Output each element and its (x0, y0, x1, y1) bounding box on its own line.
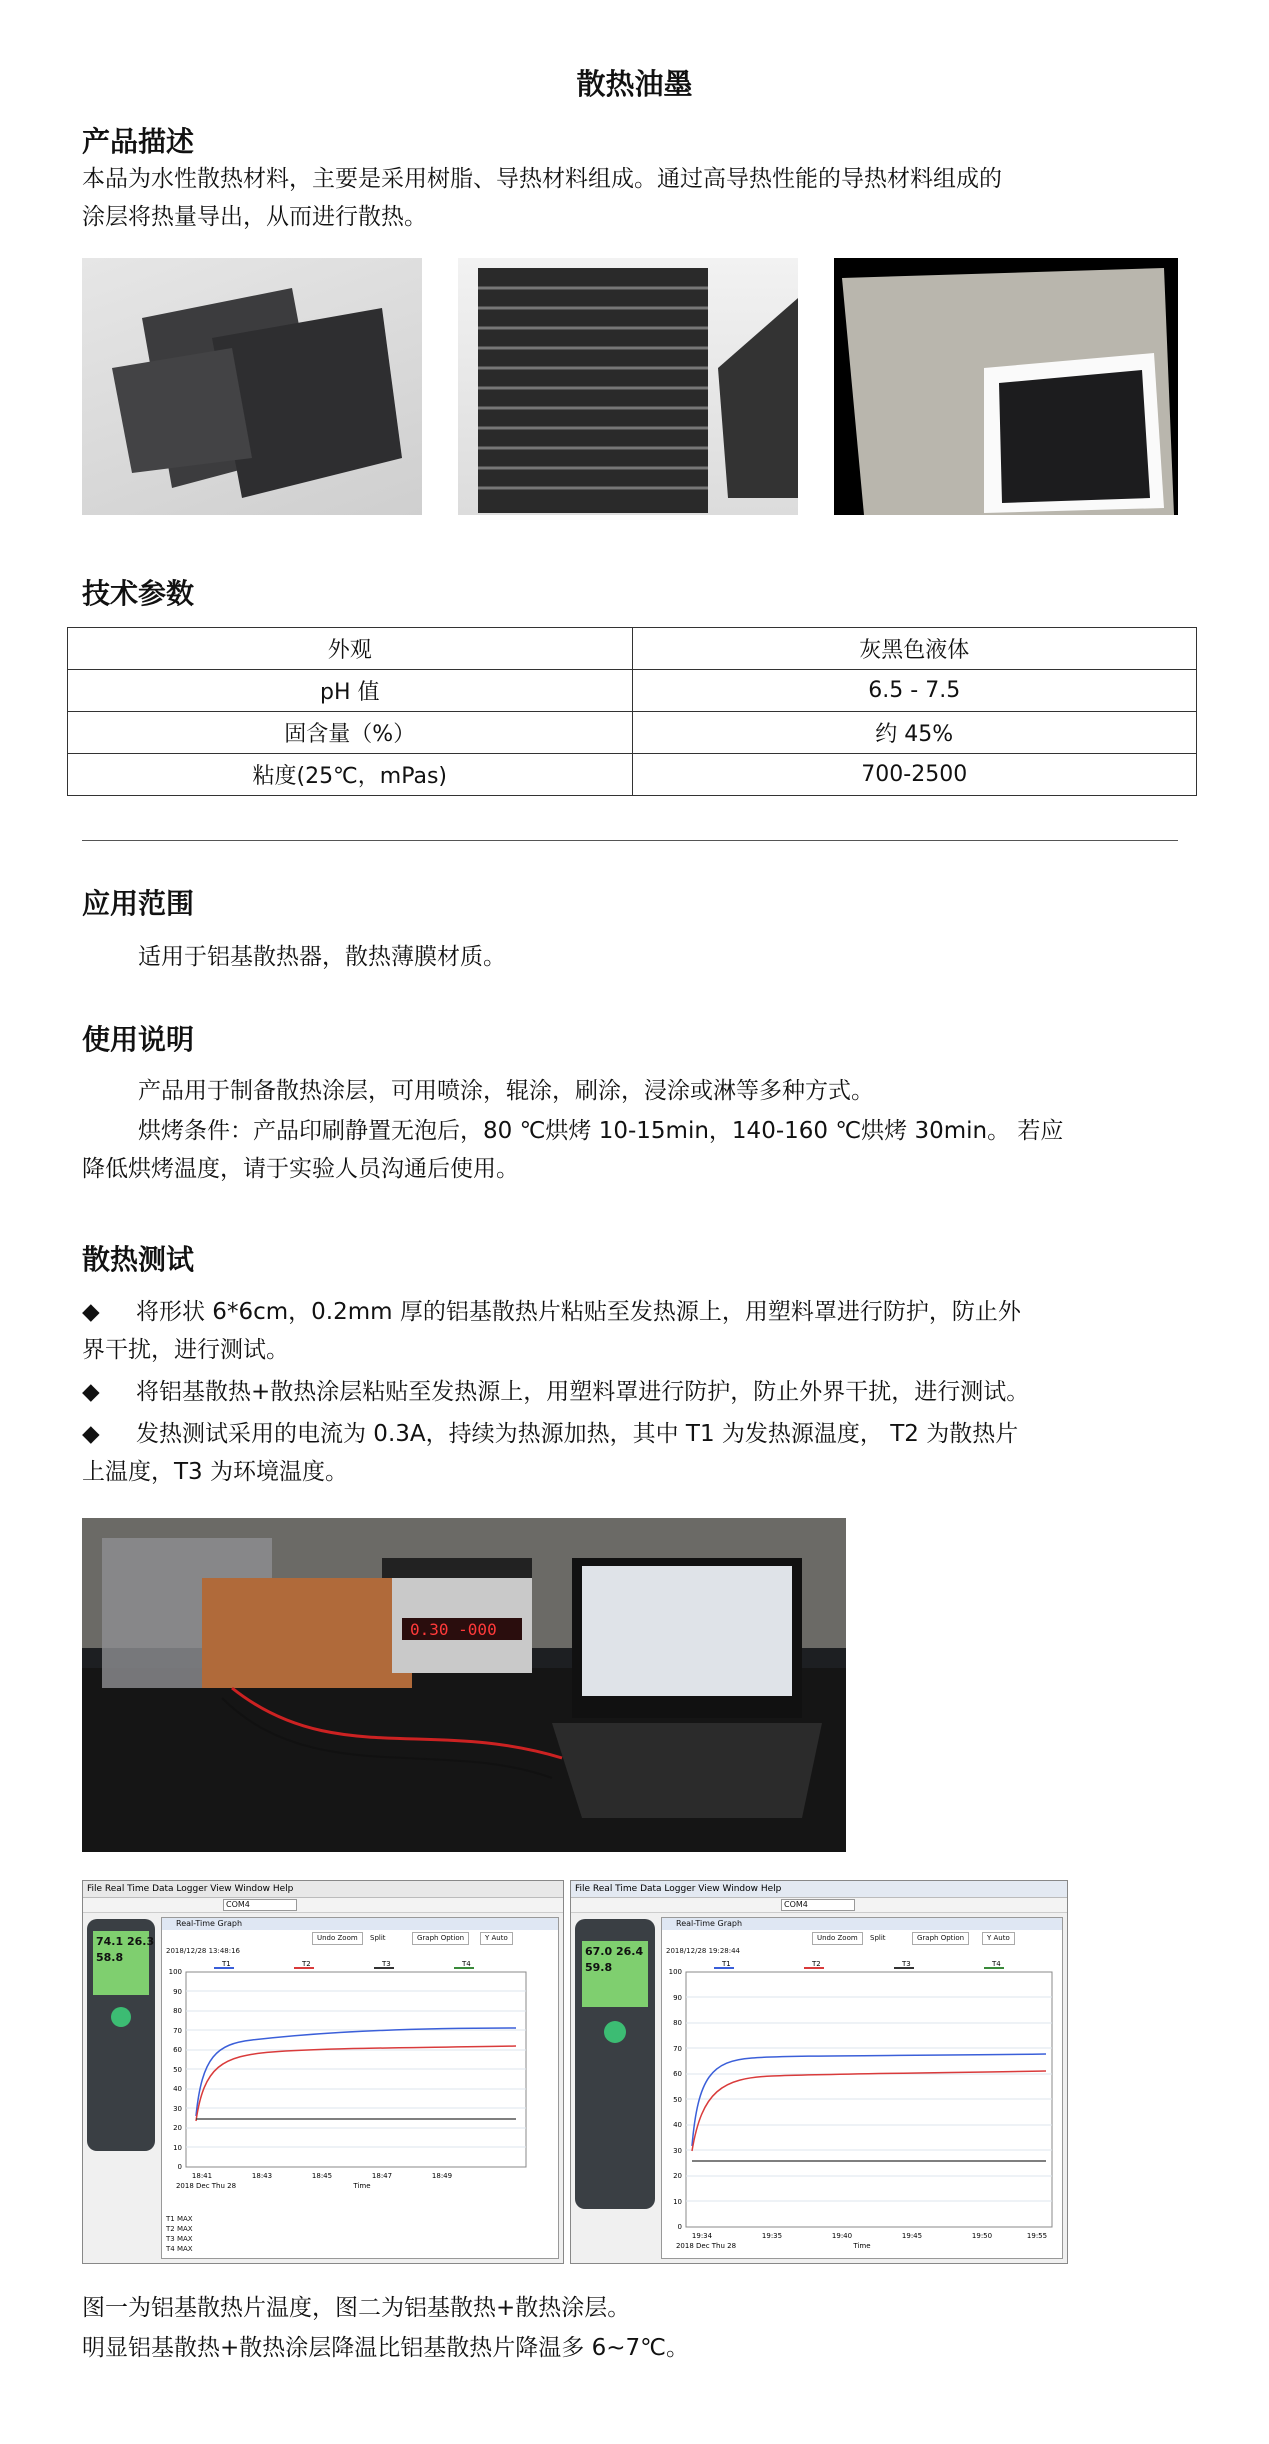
param-name: 固含量（%） (68, 712, 633, 754)
lcd-t2: 26.3 (126, 1935, 155, 1948)
lcd-t2: 26.4 (615, 1945, 644, 1958)
y-tick: 100 (168, 1968, 182, 1976)
y-auto-button[interactable]: Y Auto (480, 1932, 513, 1945)
y-tick: 20 (673, 2172, 682, 2180)
undo-zoom-button[interactable]: Undo Zoom (312, 1932, 363, 1945)
bullet-icon: ◆ (82, 1379, 100, 1405)
param-value: 灰黑色液体 (632, 628, 1197, 670)
temperature-graph (162, 1956, 558, 2206)
y-tick: 80 (673, 2019, 682, 2027)
test-bullet-3 (82, 1415, 1192, 1491)
y-tick: 50 (173, 2066, 182, 2074)
split-checkbox[interactable]: Split (370, 1934, 386, 1942)
table-row (68, 670, 1197, 712)
lcd-t3: 59.8 (585, 1961, 613, 1974)
graph-toolbar (162, 1930, 558, 1946)
heading-product-description: 产品描述 (82, 125, 195, 158)
bullet-1-line-1: 将形状 6*6cm，0.2mm 厚的铝基散热片粘贴至发热源上，用塑料罩进行防护，防止外 (136, 1299, 1021, 1325)
power-supply-display: 0.30 -000 (410, 1620, 497, 1639)
table-row (68, 712, 1197, 754)
test-bullet-2 (82, 1373, 1192, 1411)
y-tick: 20 (173, 2124, 182, 2132)
y-tick: 50 (673, 2096, 682, 2104)
param-name: pH 值 (68, 670, 633, 712)
y-tick: 0 (177, 2163, 182, 2171)
photo-black-sheets (82, 258, 422, 515)
heading-application-scope: 应用范围 (82, 887, 195, 920)
x-tick: 18:43 (251, 2172, 273, 2180)
bullet-2-text: 将铝基散热+散热涂层粘贴至发热源上，用塑料罩进行防护，防止外界干扰，进行测试。 (136, 1379, 1030, 1405)
heading-heat-test: 散热测试 (82, 1243, 195, 1276)
graph-toolbar (662, 1930, 1062, 1946)
legend-t3: T3 (382, 1960, 391, 1968)
y-auto-button[interactable]: Y Auto (982, 1932, 1015, 1945)
x-tick: 18:45 (311, 2172, 333, 2180)
x-tick: 19:55 (1026, 2232, 1048, 2240)
y-tick: 10 (173, 2144, 182, 2152)
usage-text-2 (82, 1112, 1192, 1188)
undo-zoom-button[interactable]: Undo Zoom (812, 1932, 863, 1945)
thermometer-device (575, 1919, 655, 2209)
table-row (68, 754, 1197, 796)
y-tick: 30 (173, 2105, 182, 2113)
param-name: 外观 (68, 628, 633, 670)
temperature-graph (662, 1956, 1062, 2256)
graph-title: Real-Time Graph (662, 1918, 1062, 1930)
screenshot-coated-sink (570, 1880, 1068, 2264)
scope-text: 适用于铝基散热器，散热薄膜材质。 (138, 944, 506, 970)
stat-t1: T1 MAX (166, 2215, 193, 2223)
description-line-1: 本品为水性散热材料，主要是采用树脂、导热材料组成。通过高导热性能的导热材料组成的 (82, 166, 1002, 192)
bullet-1-line-2: 界干扰，进行测试。 (82, 1337, 289, 1363)
lcd-display (582, 1941, 648, 2007)
graph-option-button[interactable]: Graph Option (912, 1932, 969, 1945)
test-bullet-1 (82, 1293, 1192, 1369)
usage-text-2-line-2: 降低烘烤温度，请于实验人员沟通后使用。 (82, 1156, 519, 1182)
description-text (82, 160, 1192, 236)
y-tick: 70 (673, 2045, 682, 2053)
y-tick: 40 (173, 2085, 182, 2093)
caption-line-1: 图一为铝基散热片温度，图二为铝基散热+散热涂层。 (82, 2295, 631, 2321)
split-checkbox[interactable]: Split (870, 1934, 886, 1942)
y-tick: 80 (173, 2007, 182, 2015)
menu-bar: File Real Time Data Logger View Window Help (83, 1881, 563, 1898)
x-tick: 18:49 (431, 2172, 453, 2180)
com-select[interactable]: COM4 (223, 1899, 297, 1911)
start-time: 2018/12/28 13:48:16 (166, 1947, 241, 1955)
toolbar (83, 1898, 563, 1913)
y-tick: 100 (668, 1968, 682, 1976)
screenshot-aluminum-sink (82, 1880, 564, 2264)
y-tick: 90 (173, 1988, 182, 1996)
photo-heatsink (458, 258, 798, 515)
legend-t4: T4 (992, 1960, 1001, 1968)
photo-test-setup (82, 1518, 846, 1852)
usage-text-2-line-1: 烘烤条件：产品印刷静置无泡后，80 ℃烘烤 10-15min，140-160 ℃烘烤 30min。 若应 (138, 1118, 1064, 1144)
power-button-icon (604, 2021, 626, 2043)
photo-coated-panel (834, 258, 1178, 515)
param-name: 粘度(25℃，mPas) (68, 754, 633, 796)
legend-t4: T4 (462, 1960, 471, 1968)
x-axis-label: Time (853, 2242, 871, 2250)
x-axis-label: Time (353, 2182, 371, 2190)
y-tick: 60 (673, 2070, 682, 2078)
parameters-table (67, 627, 1197, 796)
graph-title: Real-Time Graph (162, 1918, 558, 1930)
power-button-icon (111, 2007, 131, 2027)
lcd-display (93, 1931, 155, 1995)
param-value: 约 45% (632, 712, 1197, 754)
legend-t1: T1 (722, 1960, 731, 1968)
legend-t1: T1 (222, 1960, 231, 1968)
x-tick: 19:50 (971, 2232, 993, 2240)
x-tick: 18:41 (191, 2172, 213, 2180)
start-time: 2018/12/28 19:28:44 (666, 1947, 741, 1955)
menu-bar: File Real Time Data Logger View Window Help (571, 1881, 1067, 1898)
legend-t2: T2 (302, 1960, 311, 1968)
x-tick: 18:47 (371, 2172, 393, 2180)
legend-t2: T2 (812, 1960, 821, 1968)
bullet-3-line-2: 上温度，T3 为环境温度。 (82, 1459, 348, 1485)
stats-panel (166, 2214, 193, 2254)
document-title: 散热油墨 (576, 67, 693, 101)
table-row (68, 628, 1197, 670)
date-label: 2018 Dec Thu 28 (675, 2242, 737, 2250)
lcd-t1: 67.0 (585, 1945, 613, 1958)
bullet-icon: ◆ (82, 1299, 100, 1325)
graph-window (661, 1917, 1063, 2259)
y-tick: 90 (673, 1994, 682, 2002)
caption-line-2: 明显铝基散热+散热涂层降温比铝基散热片降温多 6~7℃。 (82, 2335, 689, 2361)
toolbar (571, 1898, 1067, 1913)
com-select[interactable]: COM4 (781, 1899, 855, 1911)
graph-window (161, 1917, 559, 2259)
lcd-t1: 74.1 (96, 1935, 124, 1948)
y-tick: 70 (173, 2027, 182, 2035)
param-value: 700-2500 (632, 754, 1197, 796)
x-tick: 19:34 (691, 2232, 713, 2240)
y-tick: 30 (673, 2147, 682, 2155)
stat-t3: T3 MAX (166, 2235, 193, 2243)
stat-t2: T2 MAX (166, 2225, 193, 2233)
x-tick: 19:40 (831, 2232, 853, 2240)
y-tick: 10 (673, 2198, 682, 2206)
graph-option-button[interactable]: Graph Option (412, 1932, 469, 1945)
legend-t3: T3 (902, 1960, 911, 1968)
y-tick: 60 (173, 2046, 182, 2054)
section-divider (82, 840, 1178, 841)
bullet-3-line-1: 发热测试采用的电流为 0.3A，持续为热源加热，其中 T1 为发热源温度， T2 为散热片 (136, 1421, 1019, 1447)
date-label: 2018 Dec Thu 28 (175, 2182, 237, 2190)
param-value: 6.5 - 7.5 (632, 670, 1197, 712)
bullet-icon: ◆ (82, 1421, 100, 1447)
x-tick: 19:35 (761, 2232, 783, 2240)
x-tick: 19:45 (901, 2232, 923, 2240)
heading-technical-parameters: 技术参数 (82, 577, 195, 610)
lcd-t3: 58.8 (96, 1951, 124, 1964)
thermometer-device (87, 1919, 155, 2151)
y-tick: 40 (673, 2121, 682, 2129)
heading-usage: 使用说明 (82, 1023, 195, 1056)
description-line-2: 涂层将热量导出，从而进行散热。 (82, 204, 427, 230)
y-tick: 0 (677, 2223, 682, 2231)
stat-t4: T4 MAX (166, 2245, 193, 2253)
usage-text-1: 产品用于制备散热涂层，可用喷涂，辊涂，刷涂，浸涂或淋等多种方式。 (138, 1078, 874, 1104)
